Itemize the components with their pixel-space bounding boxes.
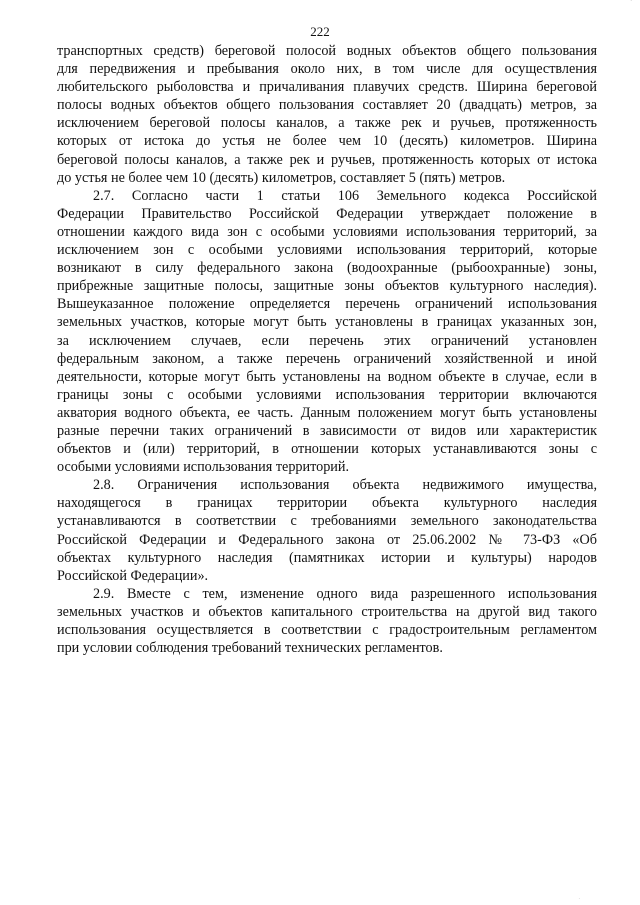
text-line: находящегося в границах территории объекта культурного наследия (57, 495, 597, 512)
text-line: исключением береговой полосы каналов, а также рек и ручьев, протяженность (57, 115, 597, 132)
paragraph-first-line: 2.8. Ограничения использования объекта недвижимого имущества, (93, 477, 597, 494)
text-line: акватория водного объекта, ее часть. Данным положением могут быть установлены (57, 404, 597, 421)
text-line: исключением зон с особыми условиями использования территорий, которые (57, 242, 597, 259)
text-line: за исключением случаев, если перечень этих ограничений установлен (57, 332, 597, 349)
text-line: объектов и (или) территорий, в отношении которых устанавливаются зоны с (57, 441, 597, 458)
text-line: устанавливаются в соответствии с требованиями земельного законодательства (57, 513, 597, 530)
text-line: особыми условиями использования территорий. (57, 459, 350, 476)
text-line: которых от истока до устья не более чем 10 (десять) километров. Ширина (57, 133, 597, 150)
text-line: использования осуществляется в соответствии с градостроительным регламентом (57, 622, 597, 638)
paragraph-first-line: 2.9. Вместе с тем, изменение одного вида разрешенного использования (93, 585, 597, 602)
text-line: Вышеуказанное положение определяется перечень ограничений использования (57, 296, 597, 313)
text-line: для передвижения и пребывания около них, в том числе для осуществления (57, 61, 597, 78)
text-line: Российской Федерации». (57, 567, 209, 584)
text-line: объектах культурного наследия (памятниках истории и культуры) народов (57, 549, 597, 566)
text-line: транспортных средств) береговой полосой водных объектов общего пользования (57, 43, 597, 59)
text-line: возникают в силу федерального закона (водоохранные (рыбоохранные) зоны, (57, 260, 597, 277)
text-line: разные перечни таких ограничений в зависимости от видов или характеристик (57, 422, 597, 439)
text-line: любительского рыболовства и причаливания плавучих средств. Ширина береговой (57, 79, 597, 96)
scan-mark-bottom: · (578, 897, 580, 902)
text-line: деятельности, которые могут быть установлены на водном объекте в случае, если в (57, 368, 597, 385)
document-body (57, 42, 597, 657)
text-line: земельных участков и объектов капитального строительства на другой вид такого (57, 603, 597, 620)
text-line: Федерации Правительство Российской Федерации утверждает положение в (57, 205, 597, 222)
text-line: береговой полосы каналов, а также рек и ручьев, протяженность которых от истока (57, 151, 597, 168)
text-line: до устья не более чем 10 (десять) километров, составляет 5 (пять) метров. (57, 169, 506, 186)
page-number: 222 (310, 24, 330, 39)
text-line: границы зоны с особыми условиями использования территории включаются (57, 386, 597, 403)
text-line: полосы водных объектов общего пользования составляет 20 (двадцать) метров, за (57, 97, 597, 114)
text-line: отношении каждого вида зон с особыми условиями использования территорий, за (57, 223, 597, 240)
paragraph-first-line: 2.7. Согласно части 1 статьи 106 Земельного кодекса Российской (93, 187, 597, 204)
text-line: Российской Федерации и Федерального закона от 25.06.2002 № 73-ФЗ «Об (57, 531, 597, 548)
text-line: прибрежные защитные полосы, защитные зоны объектов культурного наследия). (57, 278, 597, 295)
text-line: земельных участков, которые могут быть установлены в границах указанных зон, (57, 314, 597, 331)
text-line: при условии соблюдения требований технических регламентов. (57, 640, 443, 657)
scan-mark-top: ` (630, 1, 632, 6)
text-line: федеральным законом, а также перечень ограничений хозяйственной и иной (57, 350, 597, 367)
